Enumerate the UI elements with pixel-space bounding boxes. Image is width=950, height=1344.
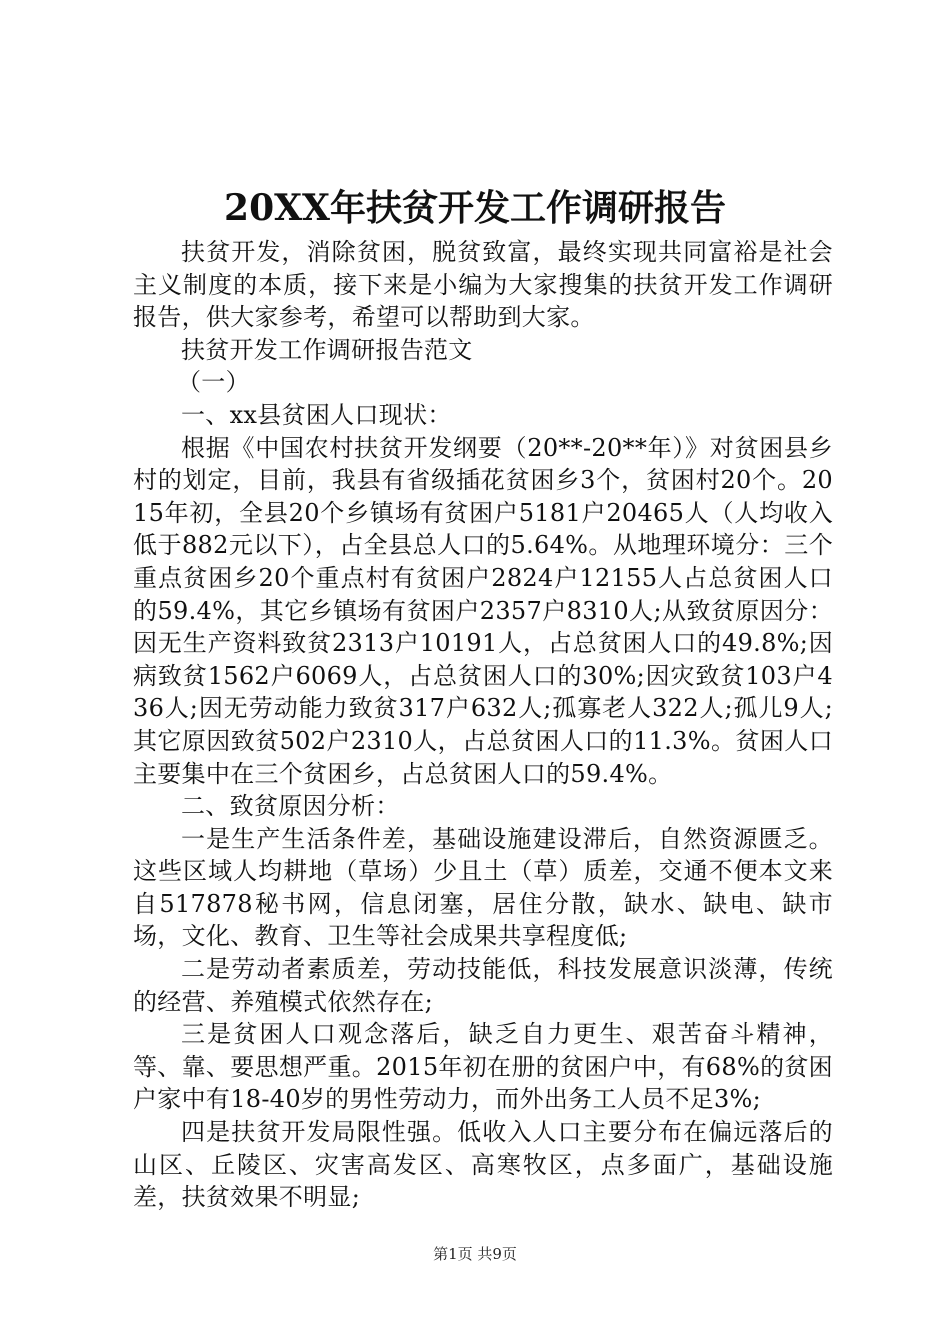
paragraph-intro: 扶贫开发，消除贫困，脱贫致富，最终实现共同富裕是社会主义制度的本质，接下来是小编为大家搜集的扶贫开发工作调研报告，供大家参考，希望可以帮助到大家。	[133, 238, 833, 332]
document-title: 20XX年扶贫开发工作调研报告	[224, 187, 726, 229]
paragraph-subtitle: 扶贫开发工作调研报告范文	[181, 335, 473, 364]
paragraph-cause-1: 一是生产生活条件差，基础设施建设滞后，自然资源匮乏。这些区域人均耕地（草场）少且土（草）质差，交通不便本文来自517878秘书网，信息闭塞，居住分散，缺水、缺电、缺市场，文化、教育、卫生等社会成果共享程度低;	[133, 824, 833, 951]
paragraph-poverty-status: 根据《中国农村扶贫开发纲要（20**-20**年）》对贫困县乡村的划定，目前，我县有省级插花贫困乡3个，贫困村20个。2015年初，全县20个乡镇场有贫困户5181户20465人（人均收入低于882元以下），占全县总人口的5.64%。从地理环境分：三个重点贫困乡20个重点村有贫困户2824户12155人占总贫困人口的59.4%，其它乡镇场有贫困户2357户8310人;从致贫原因分：因无生产资料致贫2313户10191人，占总贫困人口的49.8%;因病致贫1562户6069人，占总贫困人口的30%;因灾致贫103户436人;因无劳动能力致贫317户632人;孤寡老人322人;孤儿9人;其它原因致贫502户2310人，占总贫困人口的11.3%。贫困人口主要集中在三个贫困乡，占总贫困人口的59.4%。	[133, 433, 833, 788]
paragraph-cause-3: 三是贫困人口观念落后，缺乏自力更生、艰苦奋斗精神，等、靠、要思想严重。2015年初在册的贫困户中，有68%的贫困户家中有18-40岁的男性劳动力，而外出务工人员不足3%;	[133, 1020, 833, 1114]
document-body	[133, 236, 833, 1214]
heading-section-1: 一、xx县贫困人口现状：	[181, 400, 452, 429]
page-number-footer: 第1页 共9页	[433, 1245, 517, 1263]
paragraph-section-marker: （一）	[177, 368, 250, 397]
paragraph-cause-2: 二是劳动者素质差，劳动技能低，科技发展意识淡薄，传统的经营、养殖模式依然存在;	[133, 955, 833, 1016]
heading-section-2: 二、致贫原因分析：	[181, 792, 400, 821]
paragraph-cause-4: 四是扶贫开发局限性强。低收入人口主要分布在偏远落后的山区、丘陵区、灾害高发区、高寒牧区，点多面广，基础设施差，扶贫效果不明显;	[133, 1118, 833, 1212]
